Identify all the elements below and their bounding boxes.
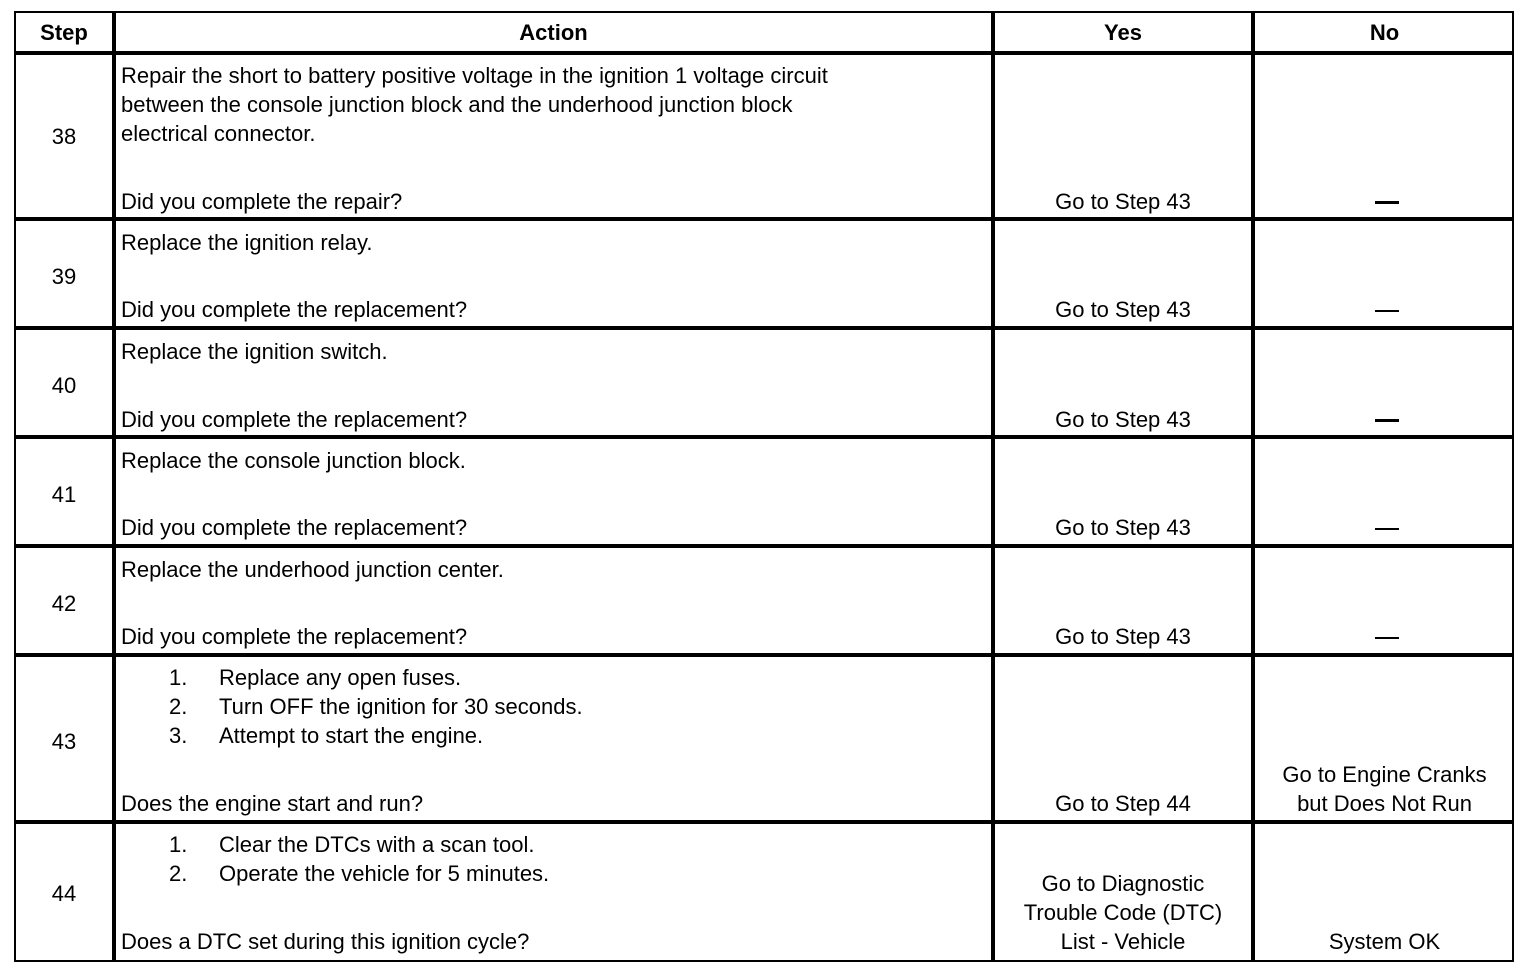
yes-result: Go to Step 43: [1055, 624, 1191, 649]
yes-result: Go to Step 43: [1055, 189, 1191, 214]
action-question: Did you complete the repair?: [121, 189, 403, 214]
no-result-dash: [1375, 201, 1399, 204]
action-question: Did you complete the replacement?: [121, 624, 468, 649]
yes-result: Go to Step 43: [1055, 407, 1191, 432]
action-text: Repair the short to battery positive voltage in the ignition 1 voltage circuit between the console junction block and the underhood junction block electrical connector.: [121, 63, 828, 146]
no-result-dash: [1375, 528, 1399, 530]
action-question: Did you complete the replacement?: [121, 407, 468, 432]
step-number: 42: [51, 591, 77, 616]
action-question: Did you complete the replacement?: [121, 297, 468, 322]
yes-result: Go to Step 44: [1055, 791, 1191, 816]
row-divider: [16, 217, 1512, 221]
row-divider: [16, 820, 1512, 824]
col-divider: [112, 13, 116, 960]
action-text: Replace the console junction block.: [121, 448, 466, 473]
row-divider: [16, 435, 1512, 439]
no-result-dash: [1375, 310, 1399, 312]
action-question: Does the engine start and run?: [121, 791, 424, 816]
yes-result: Go to Step 43: [1055, 515, 1191, 540]
action-text: Replace the ignition relay.: [121, 230, 373, 255]
step-number: 44: [51, 881, 77, 906]
yes-result: Go to Step 43: [1055, 297, 1191, 322]
row-divider: [16, 653, 1512, 657]
header-no: No: [1369, 20, 1400, 45]
action-text: Replace the ignition switch.: [121, 339, 388, 364]
step-number: 41: [51, 482, 77, 507]
header-action: Action: [519, 20, 588, 45]
action-question: Did you complete the replacement?: [121, 515, 468, 540]
step-number: 38: [51, 124, 77, 149]
row-divider: [16, 51, 1512, 55]
step-number: 39: [51, 264, 77, 289]
no-result-dash: [1375, 637, 1399, 639]
header-yes: Yes: [1104, 20, 1142, 45]
action-text: Replace the underhood junction center.: [121, 557, 504, 582]
no-result: Go to Engine Cranks but Does Not Run: [1282, 762, 1487, 816]
no-result-dash: [1375, 419, 1399, 422]
no-result: System OK: [1328, 929, 1441, 954]
diagnostic-table: Step Action Yes No 38 Repair the short to battery positive voltage in the ignition 1 voltage circuit between the console junction block and the underhood junction block electrical connector. Did you complete the repair? Go to Step 43 39 Replace the ignition relay. Did you complete the replacement? Go to Step 43 40 Replace the ignition switch. Did you complete the replacement? Go to Step 43 41 Replace the console junction block. Did you complete the replacement? Go to Step 43 42 Replace the underhood junction center. Did you complete the replacement? Go to Step 43 43 1. Replace any open fuses. 2. Turn OFF the ignition for 30 seconds. 3. Attempt to start the engine. Does the engine start and run? Go to Step 44 Go to Engine Cranks but Does Not Run 44 1. Clear the DTCs with a scan tool. 2. Operate the vehicle for 5 minutes. Does a DTC set during this ignition cycle? Go to Diagnostic Trouble Code (DTC) List - Vehicle System OK: [14, 11, 1514, 962]
action-question: Does a DTC set during this ignition cycle?: [121, 929, 530, 954]
yes-result: Go to Diagnostic Trouble Code (DTC) List - Vehicle: [1023, 871, 1223, 954]
header-step: Step: [40, 20, 88, 45]
step-number: 40: [51, 373, 77, 398]
row-divider: [16, 326, 1512, 330]
row-divider: [16, 544, 1512, 548]
step-number: 43: [51, 729, 77, 754]
